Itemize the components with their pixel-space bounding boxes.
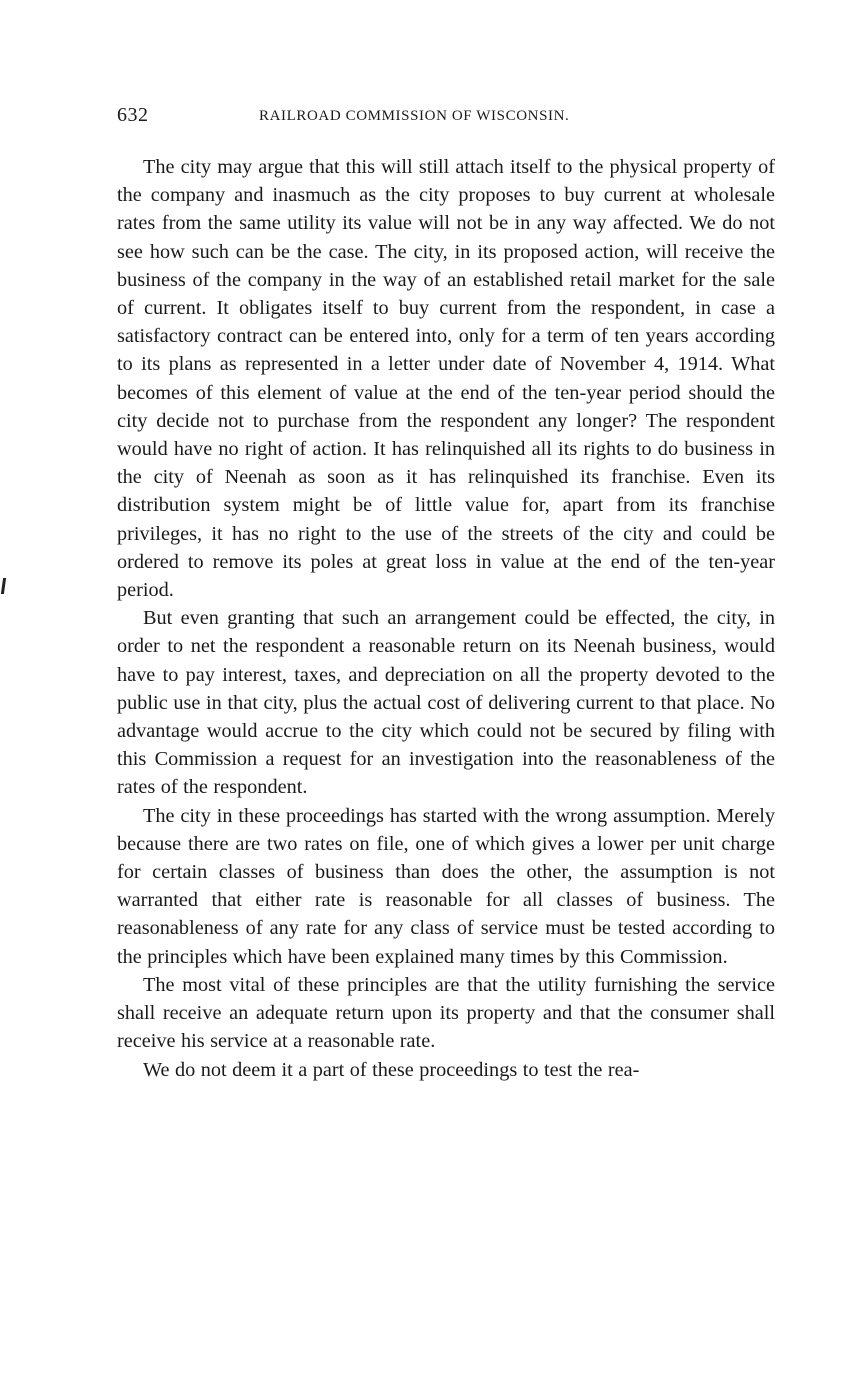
running-head [117,104,777,132]
page-number: 632 [117,104,149,126]
margin-mark [1,578,6,594]
paragraph: The city may argue that this will still attach itself to the physical property of the company and inasmuch as the city proposes to buy current at wholesale rates from the same utility its value will not be in any way affected. We do not see how such can be the case. The city, in its proposed action, will receive the business of the company in the way of an established retail market for the sale of current. It obligates itself to buy current from the respondent, in case a satisfactory contract can be entered into, only for a term of ten years according to its plans as represented in a letter under date of November 4, 1914. What becomes of this element of value at the end of the ten-year period should the city decide not to purchase from the respondent any longer? The respondent would have no right of action. It has relinquished all its rights to do business in the city of Neenah as soon as it has relinquished its franchise. Even its distribution system might be of little value for, apart from its franchise privileges, it has no right to the use of the streets of the city and could be ordered to remove its poles at great loss in value at the end of the ten-year period. [117,156,775,602]
paragraph: But even granting that such an arrangement could be effected, the city, in order to net the respondent a reasonable return on its Neenah business, would have to pay interest, taxes, and depreciation on all the property devoted to the public use in that city, plus the actual cost of delivering current to that place. No advantage would accrue to the city which could not be secured by filing with this Commission a request for an investigation into the reasonableness of the rates of the respondent. [117,607,775,799]
running-head-title: RAILROAD COMMISSION OF WISCONSIN. [259,108,570,124]
body-text [117,153,775,1084]
paragraph: The city in these proceedings has started with the wrong assumption. Merely because there are two rates on file, one of which gives a lower per unit charge for certain classes of business than does the other, the assumption is not warranted that either rate is reasonable for all classes of business. The reasonableness of any rate for any class of service must be tested according to the principles which have been explained many times by this Commission. [117,804,775,968]
paragraph: We do not deem it a part of these proceedings to test the rea- [143,1058,640,1081]
paragraph: The most vital of these principles are that the utility furnishing the service shall receive an adequate return upon its property and that the consumer shall receive his service at a reasonable rate. [117,973,775,1053]
